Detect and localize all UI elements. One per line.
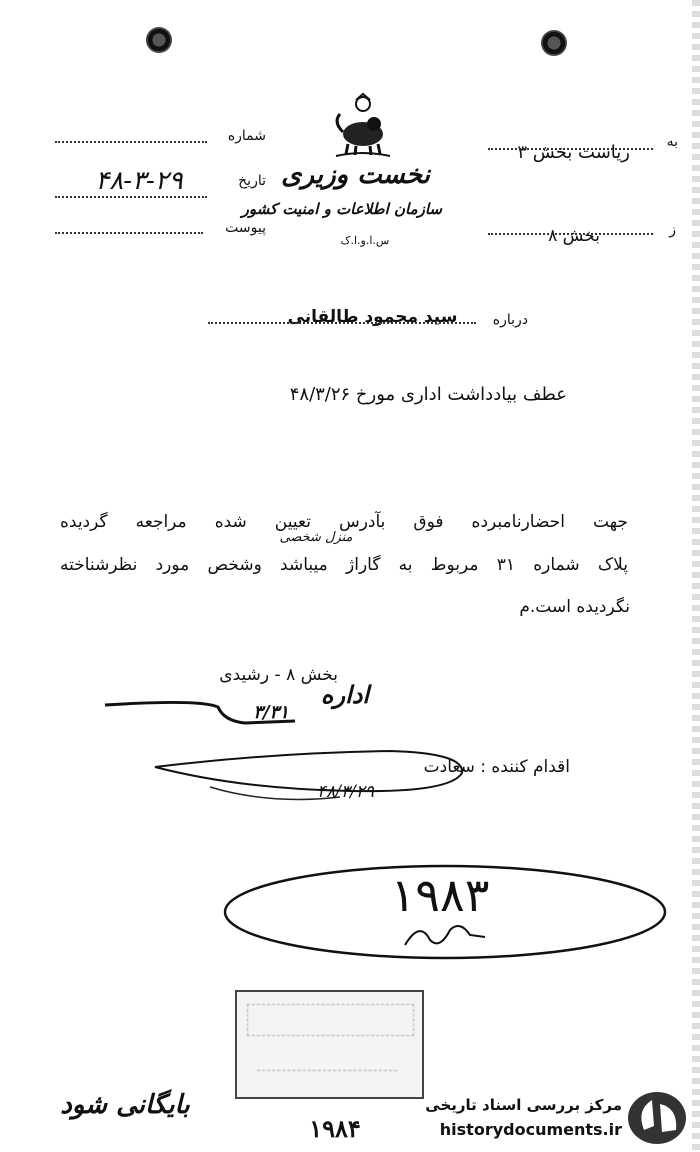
to-label: به [666,134,678,150]
scan-edge [692,0,700,1152]
reference-line: عطف بیادداشت اداری مورخ ۴۸/۳/۲۶ [289,384,567,405]
action-date: ۴۸/۳/۲۹ [316,782,375,802]
org-code: س.ا.و.ا.ک [340,234,390,247]
body-line-3: نگردیده است.م [519,597,630,617]
subject-dotted-line [208,322,476,324]
number-label: شماره [227,128,266,144]
body-handwritten-insert: منزل شخصی [279,530,353,545]
footer-number: ۱۹۸۴ [309,1114,361,1143]
date-label: تاریخ [238,173,266,189]
archive-logo-icon [626,1090,688,1146]
date-value: ۴۸-۳-۲۹ [95,166,183,196]
faded-stamp-box [235,990,424,1099]
from-value: بخش ۸ [548,226,600,246]
archive-name: مرکز بررسی اسناد تاریخی [425,1096,622,1114]
subject-label: درباره [492,312,528,328]
from-label: ز [669,222,676,238]
number-dotted-line [55,141,207,143]
from-dotted-line [488,233,653,235]
archive-url: historydocuments.ir [439,1120,622,1139]
registration-number: ۱۹۸۳ [390,868,490,922]
attachment-dotted-line [55,232,203,234]
handwritten-routing-note: اداره [320,680,370,709]
handwritten-routing-date: ۳/۳۱ [253,702,289,723]
section-chief-signature: بخش ۸ - رشیدی [219,665,338,685]
to-value: ریاست بخش ۳ [517,142,630,163]
subject-value: سید محمود طالقانی [287,307,458,327]
registration-scribble [400,915,490,955]
to-dotted-line [488,148,653,150]
punch-hole-left [146,27,172,53]
date-dotted-line [55,196,207,198]
org-ministry-title: نخست وزیری [281,160,430,190]
lion-and-sun-emblem-icon [328,92,398,158]
org-name: سازمان اطلاعات و امنیت کشور [241,200,442,218]
punch-hole-right [541,30,567,56]
body-line-1: جهت احضارنامبرده فوق بآدرس تعیین شده مراجعه گردیده [60,512,628,532]
attachment-label: پیوست [225,220,266,236]
action-by: اقدام کننده : سعادت [423,757,570,777]
body-line-2: پلاک شماره ۳۱ مربوط به گاراژ میباشد وشخص مورد نظرشناخته [60,555,628,575]
footer-handwritten-note: بایگانی شود [60,1090,190,1120]
